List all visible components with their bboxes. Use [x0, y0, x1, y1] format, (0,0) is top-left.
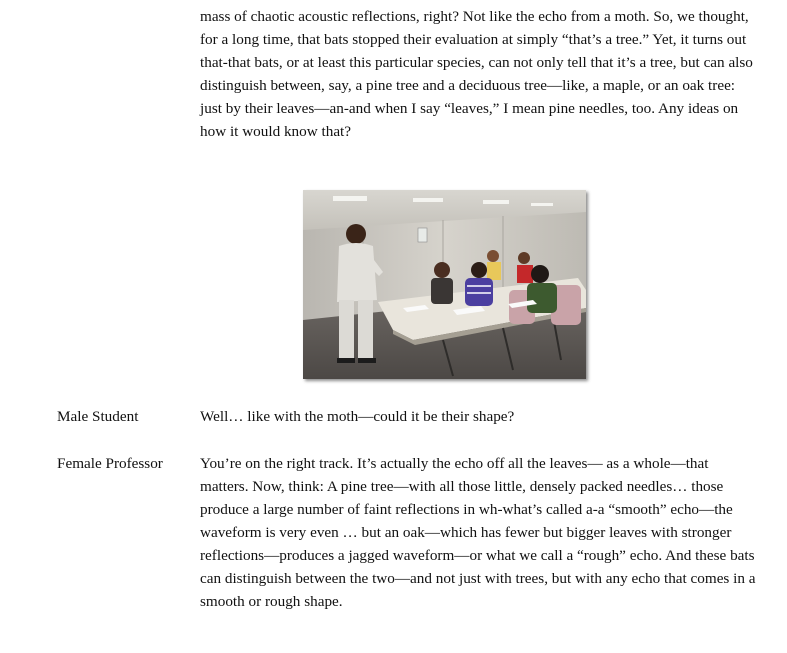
classroom-photo — [303, 190, 586, 379]
transcript-continuation: mass of chaotic acoustic reflections, right? Not like the echo from a moth. So, we thought, for a long time, that bats stopped their evaluation at simply “that’s a tree.” Yet, it turns out that-that bats, or at least this particular species, can not only tell that it’s a tree, but can also distinguish between, say, a pine tree and a deciduous tree—like, a maple, or an oak tree: just by their leaves—an-and when I say “leaves,” I mean pine needles, too. Any ideas on how it would know that? — [200, 8, 753, 140]
speaker-male-student: Male Student — [57, 408, 139, 425]
female-professor-utterance: You’re on the right track. It’s actually the echo off all the leaves— as a whole—that matters. Now, think: A pine tree—with all those little, densely packed needles… those produce a large number of faint reflections in wh-what’s called a-a “smooth” echo—the waveform is very even … but an oak—which has fewer but bigger leaves with stronger reflections—produces a jagged waveform—or what we call a “rough” echo. And these bats can distinguish between the two—and not just with trees, but with any echo that comes in a smooth or rough shape. — [200, 455, 756, 610]
male-student-utterance: Well… like with the moth—could it be their shape? — [200, 408, 515, 425]
speaker-female-professor: Female Professor — [57, 455, 163, 472]
